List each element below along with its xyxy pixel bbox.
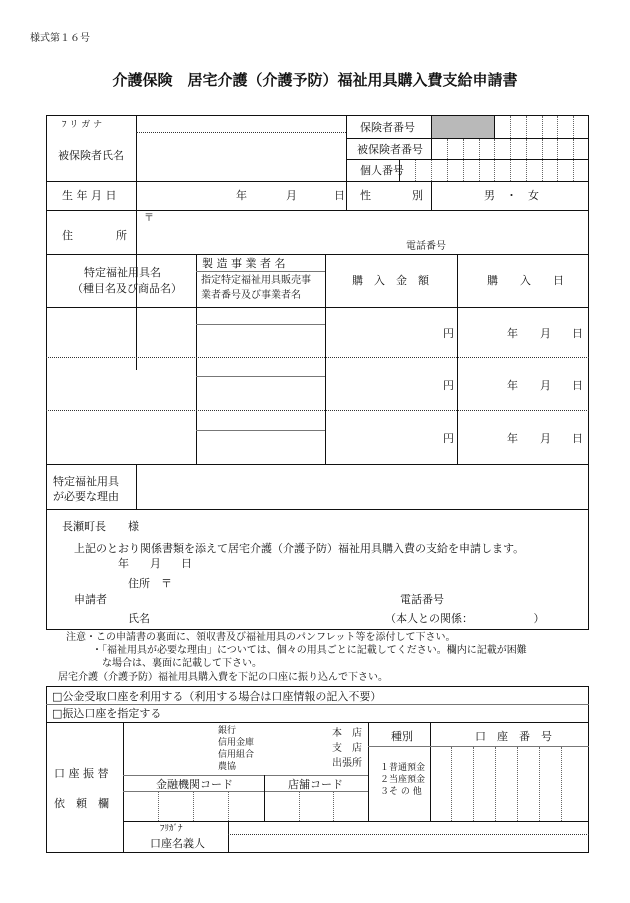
bank-code-field[interactable] [124,792,263,821]
account-type-ordinary[interactable]: １普通預金 [380,763,426,773]
personal-number-label: 個人番号 [360,164,404,177]
account-type-other[interactable]: ３そ の 他 [380,787,422,797]
relation-label: （本人との関係： ） [385,612,545,625]
branch-type-branch: 支 店 [332,743,362,754]
address-field[interactable] [137,211,587,254]
item1-year: 年 [507,327,518,340]
item3-day: 日 [572,432,583,445]
transfer-account-option[interactable]: □振込口座を指定する [52,707,162,720]
item1-month: 月 [540,327,551,340]
item3-name-field[interactable] [47,411,195,463]
sex-options[interactable]: 男 ・ 女 [484,189,539,202]
form-number: 様式第１６号 [30,33,90,44]
addressee: 長瀬町長 様 [62,520,139,533]
account-type-current[interactable]: ２当座預金 [380,775,426,785]
item1-vendor-field[interactable] [197,308,324,356]
item2-month: 月 [540,379,551,392]
declaration-statement: 上記のとおり関係書類を添えて居宅介護（介護予防）福祉用具購入費の支給を申請します。 [74,542,525,555]
vendor-header-2: 業者番号及び事業者名 [201,290,301,301]
item3-year: 年 [507,432,518,445]
item2-year: 年 [507,379,518,392]
item-name-header-2: （種目名及び商品名） [72,282,182,295]
dob-field[interactable] [137,182,345,209]
note-4: 居宅介護（介護予防）福祉用具購入費を下記の口座に振り込んで下さい。 [58,672,388,683]
sex-label-2: 別 [412,189,423,202]
account-holder-label: 口座名義人 [150,837,205,850]
personal-number-field[interactable] [400,160,588,181]
bank-code-label: 金融機関コード [156,778,233,791]
dob-month-unit: 月 [286,189,297,202]
branch-type-main: 本 店 [332,728,362,739]
item2-vendor-field[interactable] [197,358,324,409]
branch-code-field[interactable] [265,792,367,821]
transfer-section-label-2: 依 頼 欄 [54,797,109,810]
transfer-section-label-1: 口 座 振 替 [54,767,109,780]
insured-number-label: 被保険者番号 [357,143,423,156]
item1-amount-field[interactable] [326,308,456,356]
insured-number-field[interactable] [432,139,588,159]
account-number-label: 口 座 番 号 [475,730,552,743]
note-3: な場合は、裏面に記載して下さい。 [102,658,262,669]
insured-name-label: 被保険者氏名 [58,149,124,162]
reason-field[interactable] [137,465,587,508]
item2-date-field[interactable] [458,358,588,409]
applicant-address-label: 住所 〒 [128,577,172,590]
holder-furigana-label: ﾌﾘｶﾞﾅ [160,824,183,834]
dob-label: 生 年 月 日 [62,189,117,202]
inst-type-bank: 銀行 [218,726,237,736]
postal-mark: 〒 [144,213,154,224]
item3-amount-field[interactable] [326,411,456,463]
item3-month: 月 [540,432,551,445]
furigana-field[interactable] [137,116,345,132]
public-account-option[interactable]: □公金受取口座を利用する（利用する場合は口座情報の記入不要） [52,690,382,703]
purchase-date-header: 購 入 日 [487,274,564,287]
branch-code-label: 店舗コード [288,778,343,791]
branch-name-field[interactable] [266,723,328,774]
inst-type-shinkin: 信用金庫 [218,738,255,748]
item3-yen: 円 [443,432,454,445]
dob-year-unit: 年 [236,189,247,202]
reason-label-1: 特定福祉用具 [53,475,119,488]
decl-month: 月 [150,557,161,570]
applicant-phone-label: 電話番号 [400,593,444,606]
item-name-header-1: 特定福祉用具名 [84,266,161,279]
note-1: 注意・この申請書の裏面に、領収書及び福祉用具のパンフレット等を添付して下さい。 [66,632,456,643]
item1-day: 日 [572,327,583,340]
sex-label-1: 性 [360,189,371,202]
item2-yen: 円 [443,379,454,392]
manufacturer-header: 製 造 事 業 者 名 [202,257,286,270]
item1-date-field[interactable] [458,308,588,356]
bank-name-field[interactable] [124,723,214,774]
phone-label: 電話番号 [406,241,446,252]
insured-name-field[interactable] [137,133,345,181]
holder-furigana-field[interactable] [229,822,587,834]
dob-day-unit: 日 [334,189,345,202]
applicant-address-field[interactable] [200,572,380,590]
item2-name-field[interactable] [47,358,195,409]
insurer-number-field[interactable] [495,116,588,138]
address-label-2: 所 [116,229,127,242]
item3-date-field[interactable] [458,411,588,463]
account-holder-field[interactable] [229,835,587,852]
item1-name-field[interactable] [47,308,195,356]
item2-day: 日 [572,379,583,392]
amount-header: 購 入 金 額 [352,274,429,287]
page-title: 介護保険 居宅介護（介護予防）福祉用具購入費支給申請書 [112,71,518,89]
account-type-label: 種別 [391,730,413,743]
branch-type-sub: 出張所 [332,758,362,769]
item2-amount-field[interactable] [326,358,456,409]
inst-type-nokyo: 農協 [218,762,237,772]
insurer-number-shaded [432,116,494,138]
item1-yen: 円 [443,327,454,340]
reason-label-2: が必要な理由 [53,490,119,503]
item3-vendor-field[interactable] [197,411,324,463]
applicant-name-field[interactable] [160,608,360,626]
decl-day: 日 [181,557,192,570]
account-number-field[interactable] [431,747,588,820]
address-label-1: 住 [62,229,73,242]
insurer-number-label: 保険者番号 [360,121,415,134]
applicant-name-label: 氏名 [128,612,150,625]
vendor-header-1: 指定特定福祉用具販売事 [201,275,311,286]
note-2: ・「福祉用具が必要な理由」については、個々の用具ごとに記載してください。欄内に記載が困難 [92,645,527,656]
furigana-label: ﾌ リ ガ ナ [62,120,103,130]
inst-type-shinkumi: 信用組合 [218,750,255,760]
decl-year: 年 [118,557,129,570]
applicant-label: 申請者 [74,593,107,606]
